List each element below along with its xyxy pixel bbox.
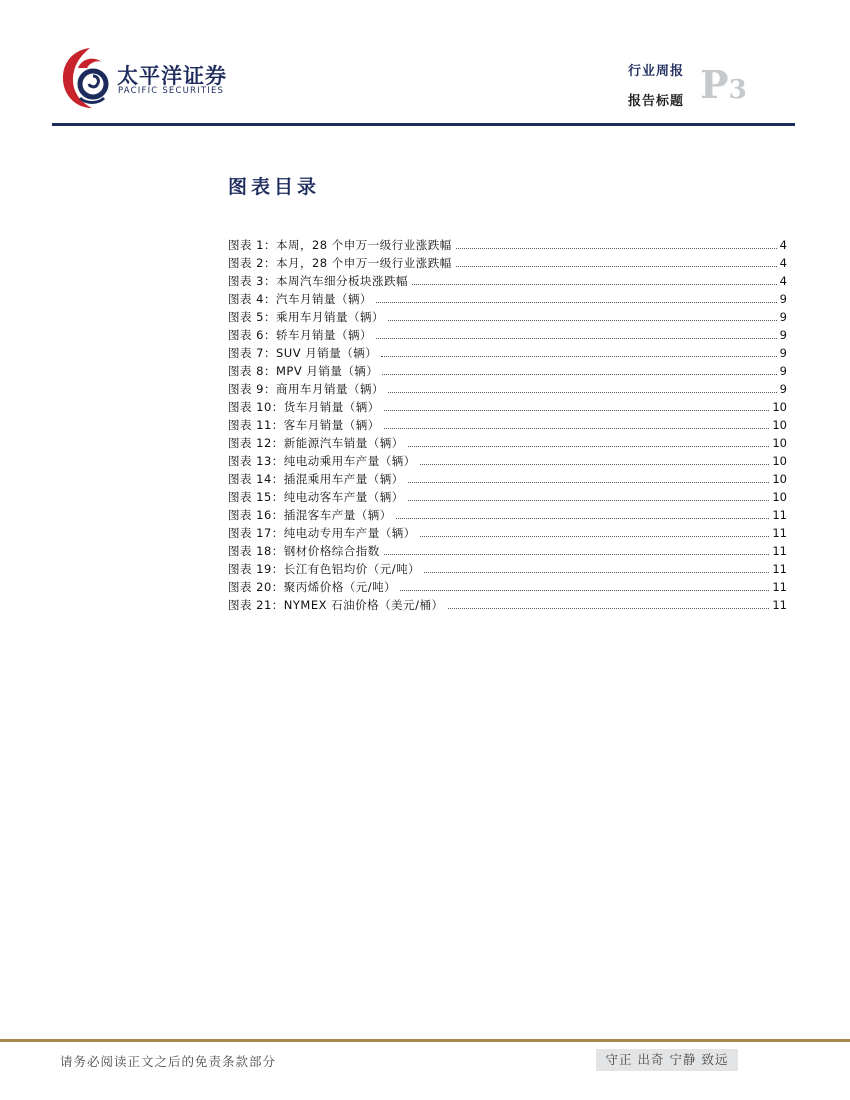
toc-entry-label: 图表 5：乘用车月销量（辆） — [228, 310, 384, 324]
toc-entry[interactable] — [228, 236, 787, 254]
toc-entry[interactable] — [228, 254, 787, 272]
toc-entry-page: 10 — [772, 472, 787, 486]
toc-entry-label: 图表 6：轿车月销量（辆） — [228, 328, 372, 342]
toc-entry-label: 图表 3：本周汽车细分板块涨跌幅 — [228, 274, 408, 288]
toc-dot-leader — [381, 356, 776, 357]
toc-dot-leader — [456, 248, 777, 249]
toc-entry-label: 图表 12：新能源汽车销量（辆） — [228, 436, 404, 450]
toc-entry-page: 10 — [772, 490, 787, 504]
toc-entry-page: 11 — [772, 508, 787, 522]
toc-entry[interactable] — [228, 524, 787, 542]
toc-entry-page: 9 — [779, 310, 787, 324]
toc-entry-label: 图表 19：长江有色铝均价（元/吨） — [228, 562, 421, 576]
toc-entry[interactable] — [228, 488, 787, 506]
toc-entry[interactable] — [228, 434, 787, 452]
figure-toc-list — [228, 236, 787, 614]
toc-entry-page: 10 — [772, 400, 787, 414]
toc-entry-page: 4 — [779, 238, 787, 252]
page-header — [0, 0, 850, 130]
toc-dot-leader — [384, 410, 770, 411]
toc-entry-page: 10 — [772, 436, 787, 450]
toc-entry-label: 图表 13：纯电动乘用车产量（辆） — [228, 454, 416, 468]
toc-dot-leader — [382, 374, 776, 375]
toc-entry-label: 图表 10：货车月销量（辆） — [228, 400, 380, 414]
company-logo — [60, 46, 260, 112]
toc-entry-label: 图表 18：钢材价格综合指数 — [228, 544, 380, 558]
toc-entry-label: 图表 11：客车月销量（辆） — [228, 418, 380, 432]
toc-entry[interactable] — [228, 308, 787, 326]
toc-dot-leader — [420, 536, 770, 537]
toc-dot-leader — [388, 320, 777, 321]
toc-entry-page: 11 — [772, 598, 787, 612]
toc-entry-page: 9 — [779, 382, 787, 396]
toc-dot-leader — [408, 482, 770, 483]
toc-dot-leader — [396, 518, 770, 519]
toc-entry-label: 图表 2：本月，28 个申万一级行业涨跌幅 — [228, 256, 452, 270]
toc-entry-label: 图表 4：汽车月销量（辆） — [228, 292, 372, 306]
toc-entry[interactable] — [228, 416, 787, 434]
toc-dot-leader — [420, 464, 770, 465]
toc-entry-label: 图表 16：插混客车产量（辆） — [228, 508, 392, 522]
page-letter: P — [700, 62, 729, 107]
toc-entry-page: 11 — [772, 562, 787, 576]
toc-entry[interactable] — [228, 326, 787, 344]
toc-dot-leader — [400, 590, 769, 591]
page-number: 3 — [728, 75, 747, 105]
toc-entry-label: 图表 7：SUV 月销量（辆） — [228, 346, 378, 360]
toc-entry-label: 图表 21：NYMEX 石油价格（美元/桶） — [228, 598, 444, 612]
toc-entry-label: 图表 14：插混乘用车产量（辆） — [228, 472, 404, 486]
report-type: 行业周报 — [628, 64, 685, 79]
report-title: 报告标题 — [628, 94, 685, 109]
toc-entry[interactable] — [228, 578, 787, 596]
toc-entry-page: 9 — [779, 292, 787, 306]
toc-dot-leader — [376, 302, 777, 303]
toc-title: 图表目录 — [228, 176, 321, 198]
toc-entry-page: 4 — [779, 256, 787, 270]
toc-entry[interactable] — [228, 398, 787, 416]
toc-entry[interactable] — [228, 290, 787, 308]
toc-entry[interactable] — [228, 596, 787, 614]
toc-dot-leader — [412, 284, 777, 285]
toc-entry-label: 图表 20：聚丙烯价格（元/吨） — [228, 580, 397, 594]
toc-dot-leader — [456, 266, 777, 267]
toc-entry[interactable] — [228, 380, 787, 398]
header-divider — [52, 123, 795, 126]
toc-dot-leader — [408, 500, 770, 501]
logo-chinese-name: 太平洋证券 — [117, 64, 227, 88]
toc-dot-leader — [448, 608, 770, 609]
toc-entry-label: 图表 8：MPV 月销量（辆） — [228, 364, 379, 378]
toc-entry[interactable] — [228, 452, 787, 470]
toc-entry-label: 图表 1：本周，28 个申万一级行业涨跌幅 — [228, 238, 452, 252]
footer-disclaimer: 请务必阅读正文之后的免责条款部分 — [60, 1054, 277, 1069]
toc-entry-page: 11 — [772, 526, 787, 540]
toc-dot-leader — [408, 446, 770, 447]
toc-entry-page: 11 — [772, 580, 787, 594]
toc-entry-page: 10 — [772, 418, 787, 432]
toc-dot-leader — [376, 338, 777, 339]
toc-entry[interactable] — [228, 470, 787, 488]
toc-entry-label: 图表 17：纯电动专用车产量（辆） — [228, 526, 416, 540]
toc-entry-page: 10 — [772, 454, 787, 468]
toc-dot-leader — [388, 392, 777, 393]
toc-entry-page: 9 — [779, 346, 787, 360]
footer-divider — [0, 1039, 850, 1042]
pacific-securities-logo-icon — [60, 46, 114, 112]
footer-motto: 守正 出奇 宁静 致远 — [596, 1049, 738, 1071]
toc-entry[interactable] — [228, 362, 787, 380]
toc-entry[interactable] — [228, 272, 787, 290]
page-number-mark — [700, 62, 747, 107]
toc-entry-label: 图表 9：商用车月销量（辆） — [228, 382, 384, 396]
toc-entry-page: 9 — [779, 364, 787, 378]
toc-entry-page: 9 — [779, 328, 787, 342]
toc-entry-page: 11 — [772, 544, 787, 558]
toc-entry-page: 4 — [779, 274, 787, 288]
toc-dot-leader — [384, 428, 770, 429]
toc-entry[interactable] — [228, 560, 787, 578]
toc-entry[interactable] — [228, 506, 787, 524]
toc-entry[interactable] — [228, 542, 787, 560]
toc-dot-leader — [424, 572, 769, 573]
toc-entry[interactable] — [228, 344, 787, 362]
toc-entry-label: 图表 15：纯电动客车产量（辆） — [228, 490, 404, 504]
toc-dot-leader — [384, 554, 770, 555]
logo-english-name: PACIFIC SECURITIES — [118, 86, 225, 96]
